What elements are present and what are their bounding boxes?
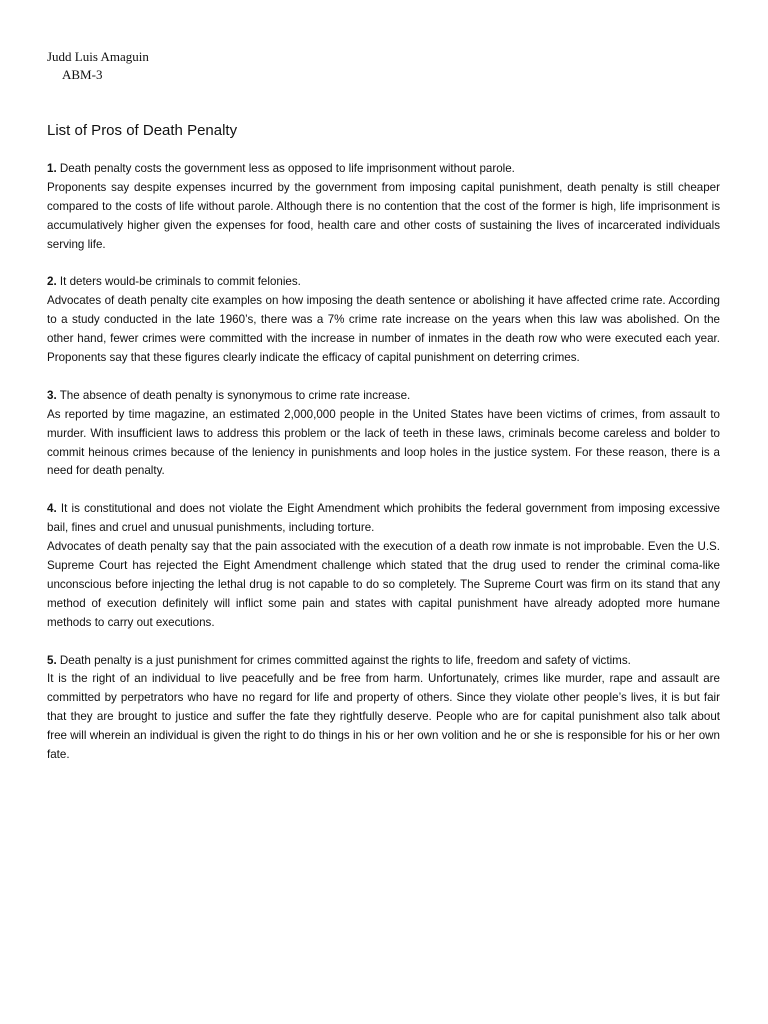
item-heading-1 [47,160,720,179]
item-number: 3. [47,388,57,402]
class-section: ABM-3 [62,67,103,82]
item-number: 5. [47,653,57,667]
item-body-1: Proponents say despite expenses incurred by the government from imposing capital punishment, death penalty is still cheaper compared to the costs of life without parole. Although there is no contention that the cost of the former is high, life imprisonment is accumulatively higher given the expenses for food, health care and other costs of sustaining the lives of incarcerated individuals serving life. [47,180,720,251]
item-body-4: Advocates of death penalty say that the pain associated with the execution of a death row inmate is not improbable. Even the U.S. Supreme Court has rejected the Eight Amendment challenge which stated that the drug used to render the criminal coma-like unconscious before injecting the lethal drug is not capable to do so completely. The Supreme Court was firm on its stand that any method of execution definitely will inflict some pain and states with capital punishment have already adopted more humane methods to carry out executions. [47,540,720,629]
item-number: 4. [47,502,57,516]
item-number: 1. [47,162,57,175]
list-item-3 [47,387,720,482]
item-heading-text: The absence of death penalty is synonymous to crime rate increase. [59,388,411,402]
item-heading-text: Death penalty is a just punishment for crimes committed against the rights to life, freedom and safety of victims. [59,653,631,667]
item-body-5: It is the right of an individual to live peacefully and be free from harm. Unfortunately, crimes like murder, rape and assault are committed by perpetrators who have no regard for life and property of others. Since they violate other people’s lives, it is but fair that they are brought to justice and suffer the fate they rightfully deserve. People who are for capital punishment also talk about free will wherein an individual is given the right to do things in his or her own volition and he or she is responsible for his or her own fate. [47,672,720,762]
item-heading-text: Death penalty costs the government less as opposed to life imprisonment without parole. [59,162,515,175]
item-number: 2. [47,275,57,289]
document-title: List of Pros of Death Penalty [47,122,238,139]
item-heading-5 [47,652,720,671]
list-item-1 [47,160,720,255]
item-heading-4 [47,500,720,538]
item-heading-3 [47,387,720,406]
item-heading-text: It deters would-be criminals to commit felonies. [59,275,301,289]
item-body-3: As reported by time magazine, an estimated 2,000,000 people in the United States have been victims of crimes, from assault to murder. With insufficient laws to address this problem or the lack of teeth in these laws, criminals become careless and bolder to commit heinous crimes because of the leniency in punishments and loop holes in the justice system. For these reason, there is a need for death penalty. [47,407,720,478]
item-heading-2 [47,273,720,292]
author-name: Judd Luis Amaguin [47,49,149,64]
item-body-2: Advocates of death penalty cite examples on how imposing the death sentence or abolishing it have affected crime rate. According to a study conducted in the late 1960’s, there was a 7% crime rate increase on the years when this law was abolished. On the other hand, fewer crimes were committed with the increase in number of inmates in the death row who were executed each year. Proponents say that these figures clearly indicate the efficacy of capital punishment on deterring crimes. [47,294,720,365]
list-item-5 [47,652,720,765]
document-body [47,160,720,784]
item-heading-text: It is constitutional and does not violate the Eight Amendment which prohibits the federal government from imposing excessive bail, fines and cruel and unusual punishments, including torture. [47,502,720,535]
list-item-4 [47,500,720,632]
list-item-2 [47,273,720,368]
